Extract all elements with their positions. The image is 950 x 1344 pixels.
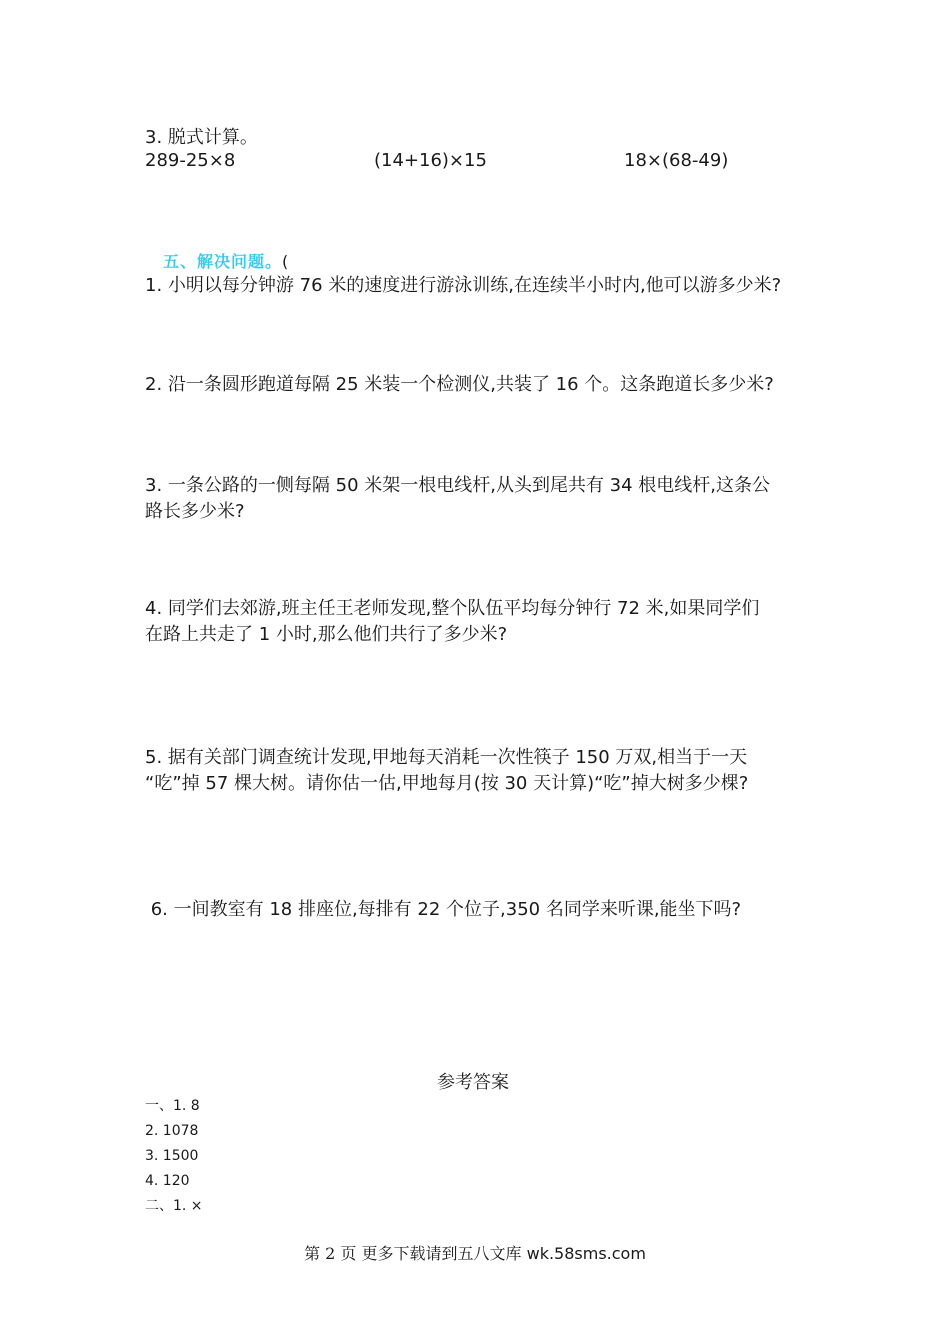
footer-site-link[interactable]: wk.58sms.com [526, 1244, 646, 1263]
section-title-text: 五、解决问题。 [163, 252, 283, 271]
footer-text: 第 2 页 更多下载请到五八文库 [304, 1244, 522, 1263]
calc-expression-1: 289-25×8 [145, 150, 236, 171]
page-footer [0, 1241, 950, 1264]
problem-5-line-1: 5. 据有关部门调查统计发现,甲地每天消耗一次性筷子 150 万双,相当于一天 [145, 747, 748, 768]
problem-1-line-1: 1. 小明以每分钟游 76 米的速度进行游泳训练,在连续半小时内,他可以游多少米? [145, 275, 782, 296]
problem-3-line-2: 路长多少米? [145, 501, 245, 522]
problem-4-line-1: 4. 同学们去郊游,班主任王老师发现,整个队伍平均每分钟行 72 米,如果同学们 [145, 598, 760, 619]
calc-heading: 3. 脱式计算。 [145, 127, 258, 148]
answers-title: 参考答案 [437, 1072, 509, 1093]
problem-2-line-1: 2. 沿一条圆形跑道每隔 25 米装一个检测仪,共装了 16 个。这条跑道长多少米? [145, 374, 774, 395]
answer-item-1: 一、1. 8 [145, 1098, 200, 1114]
problem-6-line-1: 6. 一间教室有 18 排座位,每排有 22 个位子,350 名同学来听课,能坐下吗? [145, 899, 742, 920]
calc-expression-2: (14+16)×15 [374, 150, 487, 171]
answer-item-3: 3. 1500 [145, 1148, 199, 1164]
section-title-tail: ( [282, 252, 290, 271]
problem-5-line-2: “吃”掉 57 棵大树。请你估一估,甲地每月(按 30 天计算)“吃”掉大树多少棵? [145, 773, 749, 794]
answer-item-4: 4. 120 [145, 1173, 190, 1189]
section-title [163, 249, 289, 272]
answer-item-5: 二、1. × [145, 1198, 203, 1214]
answer-item-2: 2. 1078 [145, 1123, 199, 1139]
problem-4-line-2: 在路上共走了 1 小时,那么他们共行了多少米? [145, 624, 508, 645]
problem-3-line-1: 3. 一条公路的一侧每隔 50 米架一根电线杆,从头到尾共有 34 根电线杆,这条公 [145, 475, 771, 496]
calc-expression-3: 18×(68-49) [624, 150, 729, 171]
